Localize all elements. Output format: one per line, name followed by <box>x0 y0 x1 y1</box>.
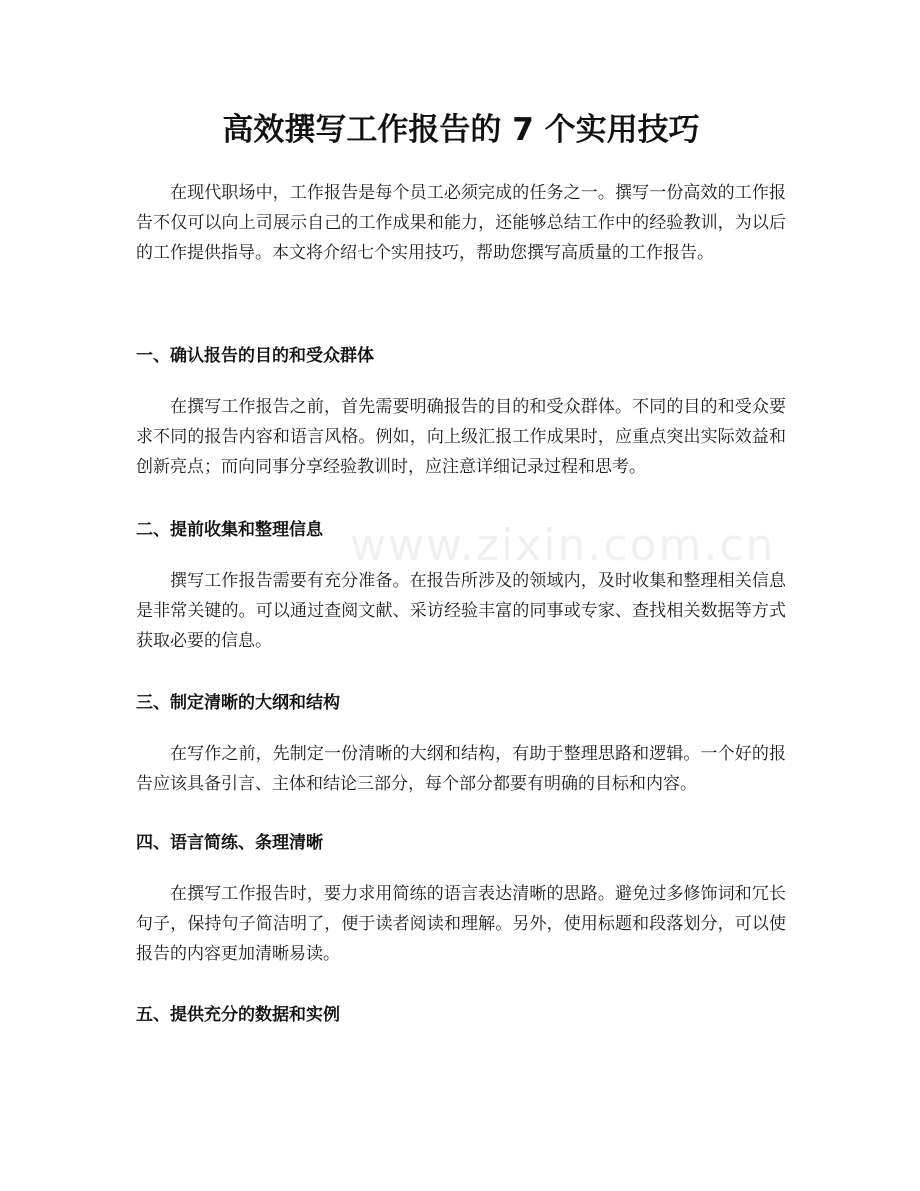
section-heading-3: 三、制定清晰的大纲和结构 <box>136 693 340 713</box>
section-body-2: 撰写工作报告需要有充分准备。在报告所涉及的领域内，及时收集和整理相关信息是非常关键的。可以通过查阅文献、采访经验丰富的同事或专家、查找相关数据等方式获取必要的信息。 <box>136 571 786 651</box>
section-body-1: 在撰写工作报告之前，首先需要明确报告的目的和受众群体。不同的目的和受众要求不同的报告内容和语言风格。例如，向上级汇报工作成果时，应重点突出实际效益和创新亮点；而向同事分享经验教训时，应注意详细记录过程和思考。 <box>136 397 786 477</box>
section-body-3: 在写作之前，先制定一份清晰的大纲和结构，有助于整理思路和逻辑。一个好的报告应该具备引言、主体和结论三部分，每个部分都要有明确的目标和内容。 <box>136 744 786 794</box>
intro-paragraph: 在现代职场中，工作报告是每个员工必须完成的任务之一。撰写一份高效的工作报告不仅可以向上司展示自己的工作成果和能力，还能够总结工作中的经验教训，为以后的工作提供指导。本文将介绍七个实用技巧，帮助您撰写高质量的工作报告。 <box>136 183 786 263</box>
section-heading-4: 四、语言简练、条理清晰 <box>136 833 323 853</box>
section-heading-2: 二、提前收集和整理信息 <box>136 520 323 540</box>
watermark: www.zixin.com.cn <box>350 520 776 571</box>
section-heading-5: 五、提供充分的数据和实例 <box>136 1005 340 1025</box>
section-heading-1: 一、确认报告的目的和受众群体 <box>136 346 374 366</box>
section-body-4: 在撰写工作报告时，要力求用简练的语言表达清晰的思路。避免过多修饰词和冗长句子，保持句子简洁明了，便于读者阅读和理解。另外，使用标题和段落划分，可以使报告的内容更加清晰易读。 <box>136 884 786 964</box>
page-title: 高效撰写工作报告的 7 个实用技巧 <box>222 112 700 148</box>
